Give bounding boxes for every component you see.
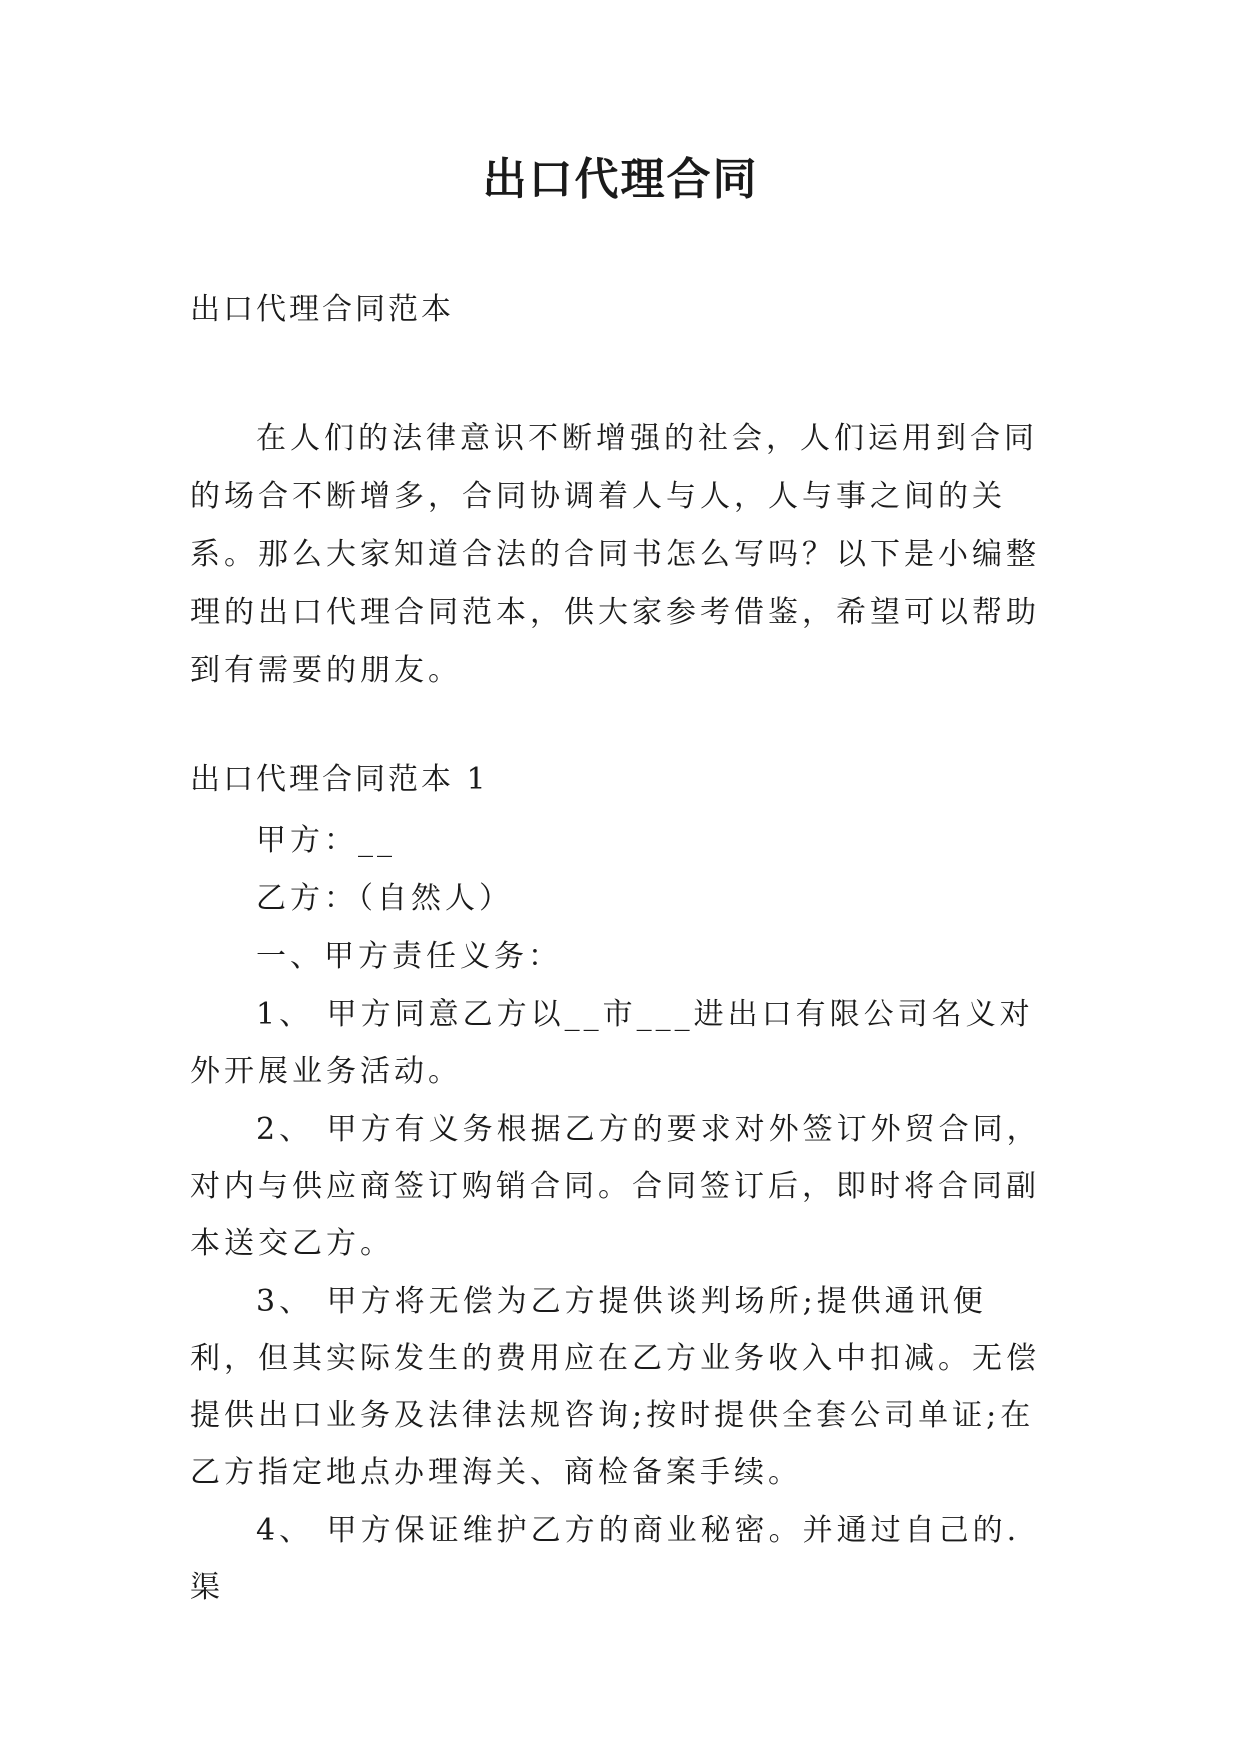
clause-1: 1、 甲方同意乙方以__市___进出口有限公司名义对外开展业务活动。 bbox=[190, 997, 1034, 1089]
clause-2: 2、 甲方有义务根据乙方的要求对外签订外贸合同，对内与供应商签订购销合同。合同签订后，即时将合同副本送交乙方。 bbox=[190, 1112, 1041, 1261]
clause-4: 4、 甲方保证维护乙方的商业秘密。并通过自己的.渠 bbox=[190, 1513, 1021, 1605]
contract-section bbox=[190, 760, 1050, 1617]
document-title: 出口代理合同 bbox=[482, 154, 759, 205]
party-a-line: 甲方：__ bbox=[256, 823, 396, 858]
document-subtitle: 出口代理合同范本 bbox=[190, 292, 454, 327]
party-b-line: 乙方：（自然人） bbox=[256, 881, 513, 916]
duty-heading: 一、甲方责任义务： bbox=[256, 939, 562, 974]
section-heading: 出口代理合同范本 1 bbox=[190, 762, 489, 797]
clause-3: 3、 甲方将无偿为乙方提供谈判场所;提供通讯便利，但其实际发生的费用应在乙方业务收入中扣减。无偿提供出口业务及法律法规咨询;按时提供全套公司单证;在乙方指定地点办理海关、商检备案手续。 bbox=[190, 1284, 1040, 1490]
intro-paragraph: 在人们的法律意识不断增强的社会，人们运用到合同的场合不断增多，合同协调着人与人，人与事之间的关系。那么大家知道合法的合同书怎么写吗？以下是小编整理的出口代理合同范本，供大家参考借鉴，希望可以帮助到有需要的朋友。 bbox=[190, 421, 1040, 688]
